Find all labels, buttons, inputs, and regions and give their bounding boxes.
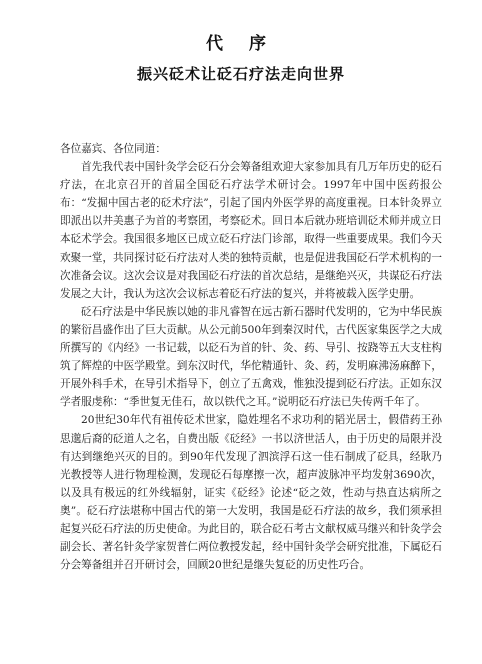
page-title: 代 序 [206,34,276,54]
page-subtitle: 振兴砭术让砭石疗法走向世界 [136,65,345,83]
body-text [60,140,442,574]
paragraph: 20世纪30年代有祖传砭术世家，隐姓埋名不求功利的韬光居士，假借药王孙思邈后裔的砭道人之名，自费出版《砭经》一书以济世活人，由于历史的局限并没有达到继绝兴灭的目的。到90年代发现了泗滨浮石这一佳石制成了砭具，经耿乃光教授等人进行物理检测，发现砭石每摩擦一次，超声波脉冲平均发射3690次，以及具有极远的红外线辐射，证实《砭经》论述“砭之效，性动与热直达病所之奥”。砭石疗法堪称中国古代的第一大发明，我国是砭石疗法的故乡，我们须承担起复兴砭石疗法的历史使命。为此目的，联合砭石考古文献权威马继兴和针灸学会副会长、著名针灸学家贺普仁两位教授发起，经中国针灸学会研究批准，下属砭石分会筹备组并召开研讨会，回顾20世纪是继失复砭的历史性巧合。 [60,414,442,572]
paragraph: 首先我代表中国针灸学会砭石分会筹备组欢迎大家参加具有几万年历史的砭石疗法，在北京召开的首届全国砭石疗法学术研讨会。1997年中国中医药报公布：“发掘中国古老的砭术疗法”，引起了国内外医学界的高度重视。日本针灸界立即派出以井美惠子为首的考察团，考察砭术。回日本后就办班培训砭术师并成立日本砭术学会。我国很多地区已成立砭石疗法门诊部，取得一些重要成果。我们今天欢聚一堂，共同探讨砭石疗法对人类的独特贡献，也是促进我国砭石学术机构的一次准备会议。这次会议是对我国砭石疗法的首次总结，是继绝兴灭，共谋砭石疗法发展之大计，我认为这次会议标志着砭石疗法的复兴，并将被载入医学史册。 [60,161,442,300]
salutation: 各位嘉宾、各位同道： [60,143,166,155]
paragraph: 砭石疗法是中华民族以她的非凡睿智在远古新石器时代发明的，它为中华民族的繁衍昌盛作出了巨大贡献。从公元前500年到秦汉时代，古代医家集医学之大成所撰写的《内经》一书记载，以砭石为首的针、灸、药、导引、按跷等五大支柱构筑了辉煌的中医学殿堂。到东汉时代，华佗精通针、灸、药，发明麻沸汤麻醉下，开展外科手术，在导引术指导下，创立了五禽戏，惟独没提到砭石疗法。正如东汉学者服虔称：“季世复无佳石，故以铁代之耳。”说明砭石疗法已失传两千年了。 [60,305,442,409]
